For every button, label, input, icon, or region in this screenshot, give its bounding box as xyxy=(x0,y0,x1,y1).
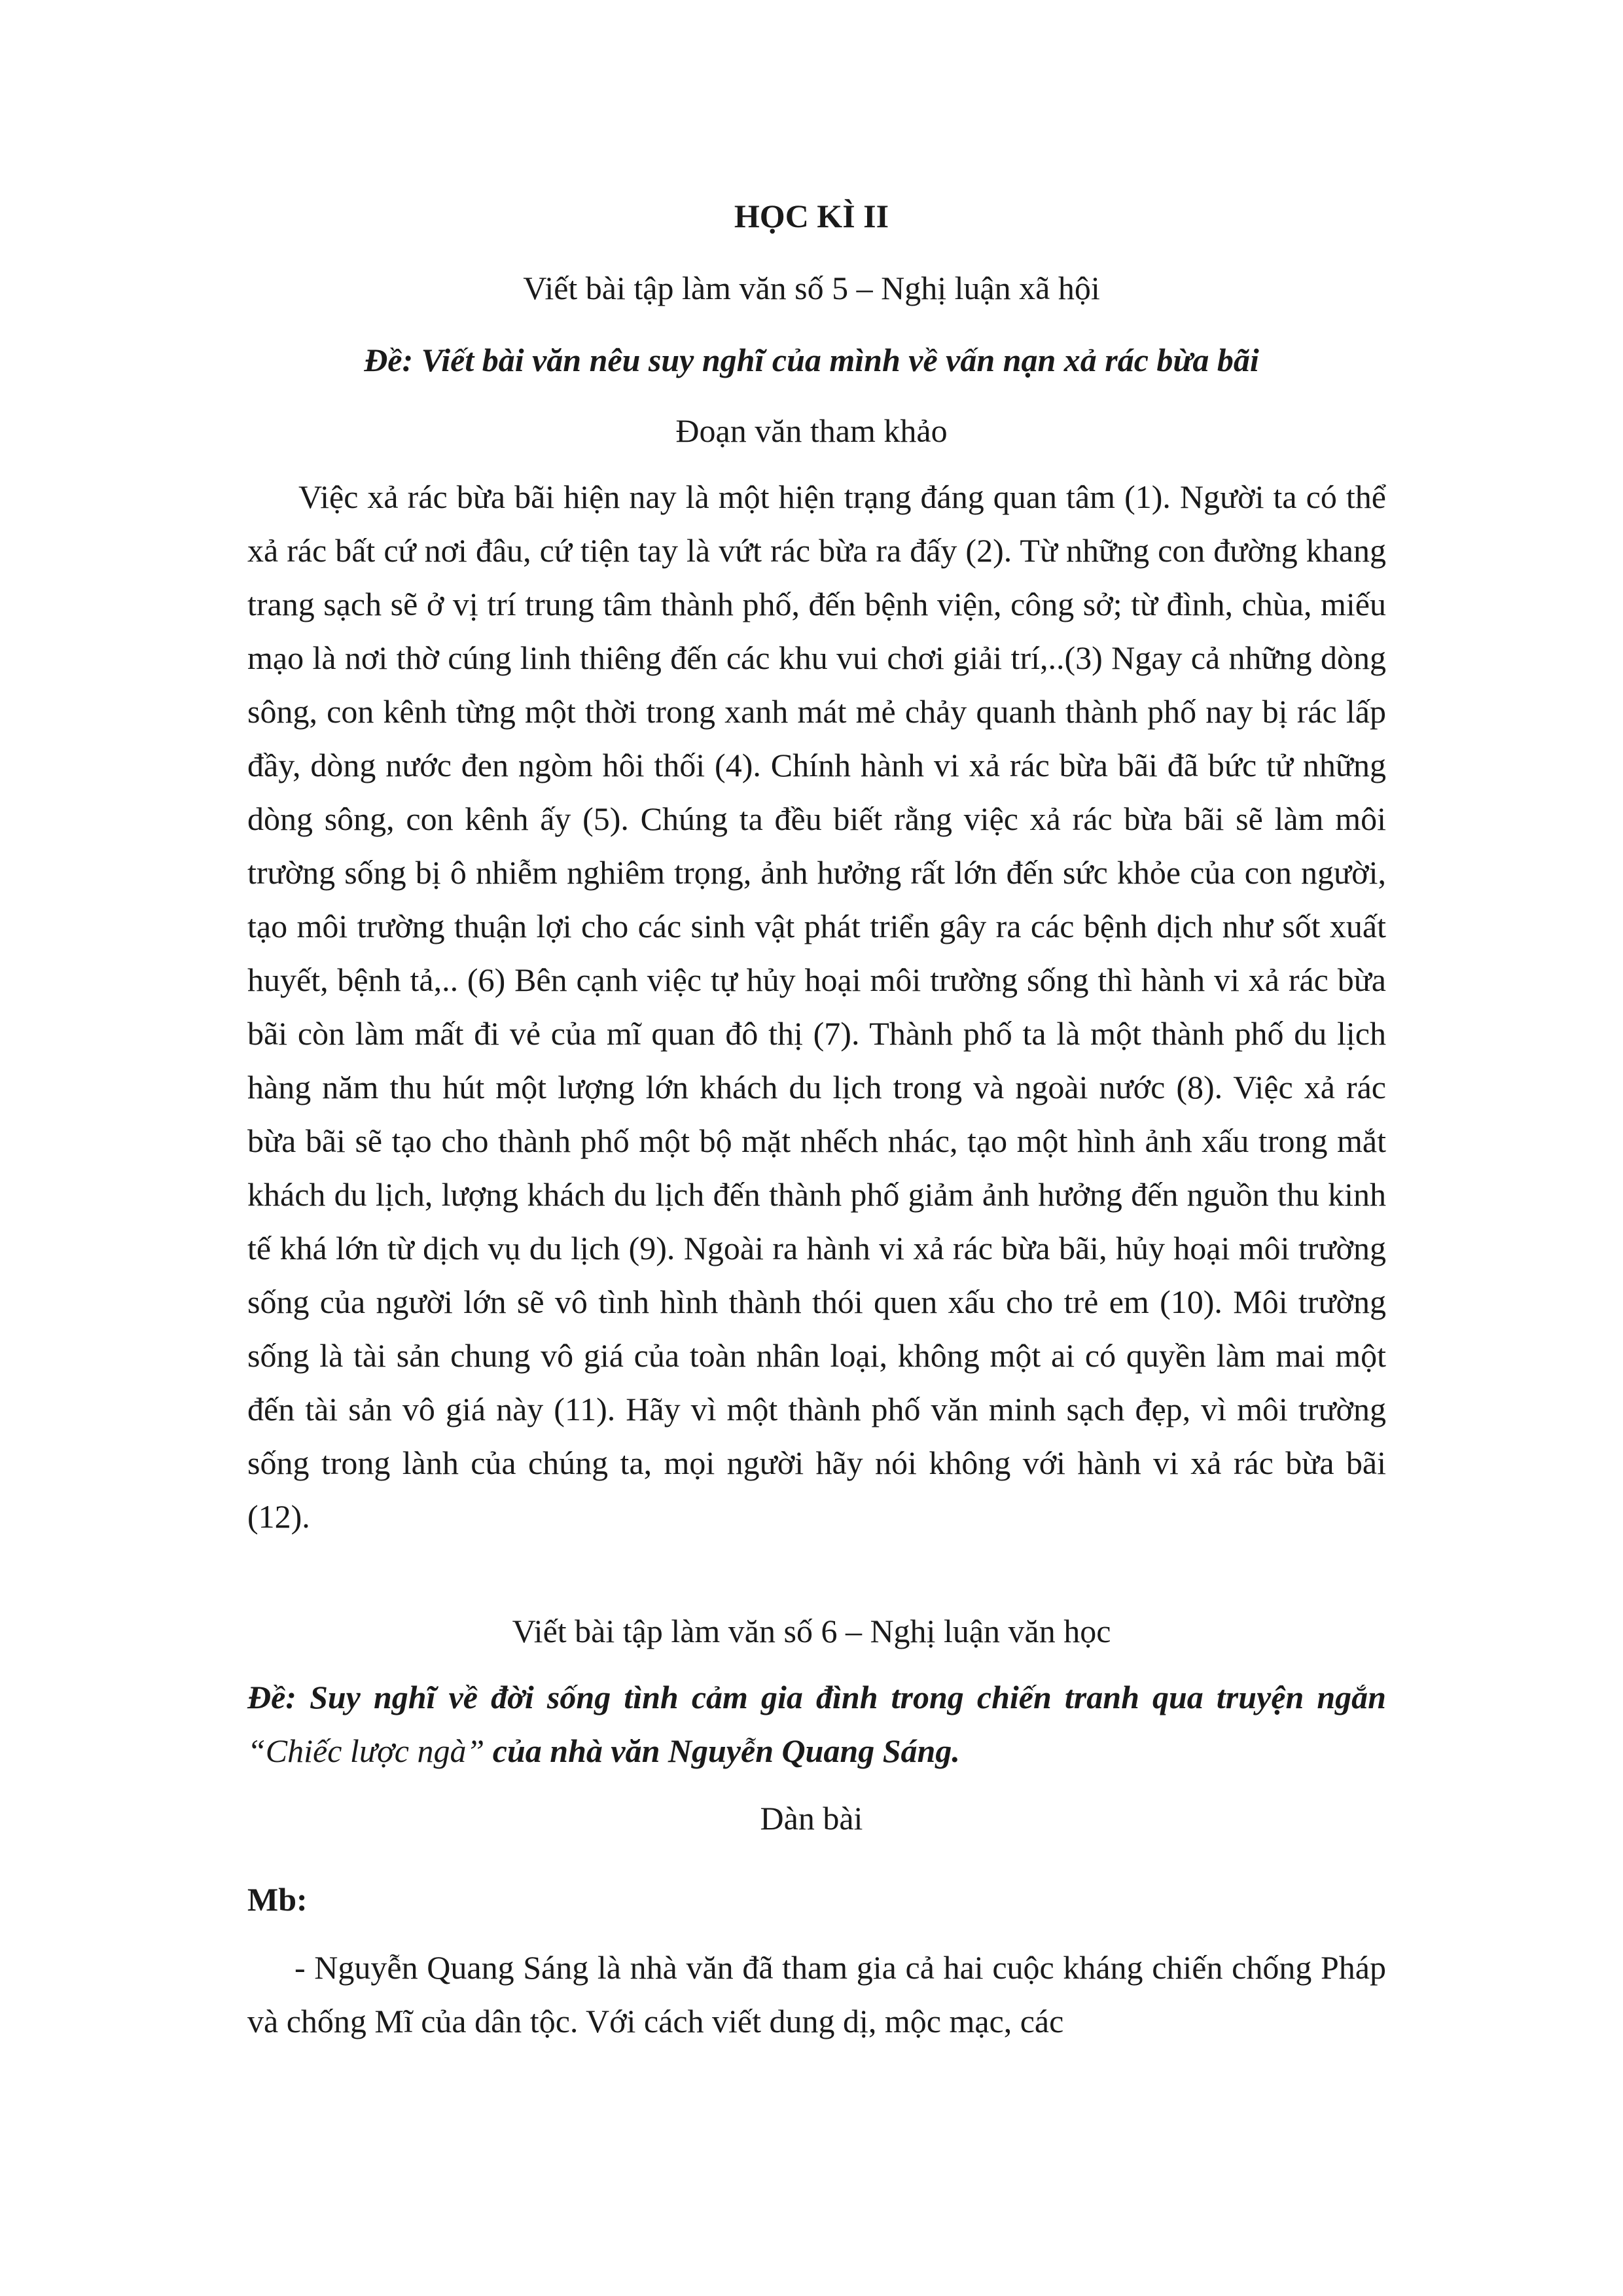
essay6-topic-suffix: của nhà văn Nguyễn Quang Sáng. xyxy=(484,1732,960,1769)
outline-heading: Dàn bài xyxy=(760,1800,863,1837)
sample-paragraph: Việc xả rác bừa bãi hiện nay là một hiện trạng đáng quan tâm (1). Người ta có thể xả rác bất cứ nơi đâu, cứ tiện tay là vứt rác bừa ra đấy (2). Từ những con đường khang trang sạch sẽ ở vị trí trung tâm thành phố, đến bệnh viện, công sở; từ đình, chùa, miếu mạo là nơi thờ cúng linh thiêng đến các khu vui chơi giải trí,..(3) Ngay cả những dòng sông, con kênh từng một thời trong xanh mát mẻ chảy quanh thành phố nay bị rác lấp đầy, dòng nước đen ngòm hôi thối (4). Chính hành vi xả rác bừa bãi đã bức tử những dòng sông, con kênh ấy (5). Chúng ta đều biết rằng việc xả rác bừa bãi sẽ làm môi trường sống bị ô nhiễm nghiêm trọng, ảnh hưởng rất lớn đến sức khỏe của con người, tạo môi trường thuận lợi cho các sinh vật phát triển gây ra các bệnh dịch như sốt xuất huyết, bệnh tả,.. (6) Bên cạnh việc tự hủy hoại môi trường sống thì hành vi xả rác bừa bãi còn làm mất đi vẻ của mĩ quan đô thị (7). Thành phố ta là một thành phố du lịch hàng năm thu hút một lượng lớn khách du lịch trong và ngoài nước (8). Việc xả rác bừa bãi sẽ tạo cho thành phố một bộ mặt nhếch nhác, tạo một hình ảnh xấu trong mắt khách du lịch, lượng khách du lịch đến thành phố giảm ảnh hưởng đến nguồn thu kinh tế khá lớn từ dịch vụ du lịch (9). Ngoài ra hành vi xả rác bừa bãi, hủy hoại môi trường sống của người lớn sẽ vô tình hình thành thói quen xấu cho trẻ em (10). Môi trường sống là tài sản chung vô giá của toàn nhân loại, không một ai có quyền làm mai một đến tài sản vô giá này (11). Hãy vì một thành phố văn minh sạch đẹp, vì môi trường sống trong lành của chúng ta, mọi người hãy nói không với hành vi xả rác bừa bãi (12). xyxy=(247,478,1386,1535)
essay5-heading: Viết bài tập làm văn số 5 – Nghị luận xã hội xyxy=(523,270,1100,306)
mb-paragraph: - Nguyễn Quang Sáng là nhà văn đã tham gia cả hai cuộc kháng chiến chống Pháp và chống Mĩ của dân tộc. Với cách viết dung dị, mộc mạc, các xyxy=(247,1949,1386,2039)
essay6-topic-work-title: “Chiếc lược ngà” xyxy=(247,1732,485,1769)
essay5-topic: Đề: Viết bài văn nêu suy nghĩ của mình về vấn nạn xả rác bừa bãi xyxy=(364,342,1259,378)
essay6-heading: Viết bài tập làm văn số 6 – Nghị luận văn học xyxy=(512,1613,1111,1649)
essay6-topic-prefix: Đề: Suy nghĩ về đời sống tình cảm gia đình trong chiến tranh qua truyện ngắn xyxy=(247,1679,1386,1715)
sample-paragraph-heading: Đoạn văn tham khảo xyxy=(675,412,948,449)
mb-label: Mb: xyxy=(247,1881,308,1918)
essay6-topic xyxy=(247,1670,1386,1778)
semester-title: HỌC KÌ II xyxy=(734,198,889,234)
